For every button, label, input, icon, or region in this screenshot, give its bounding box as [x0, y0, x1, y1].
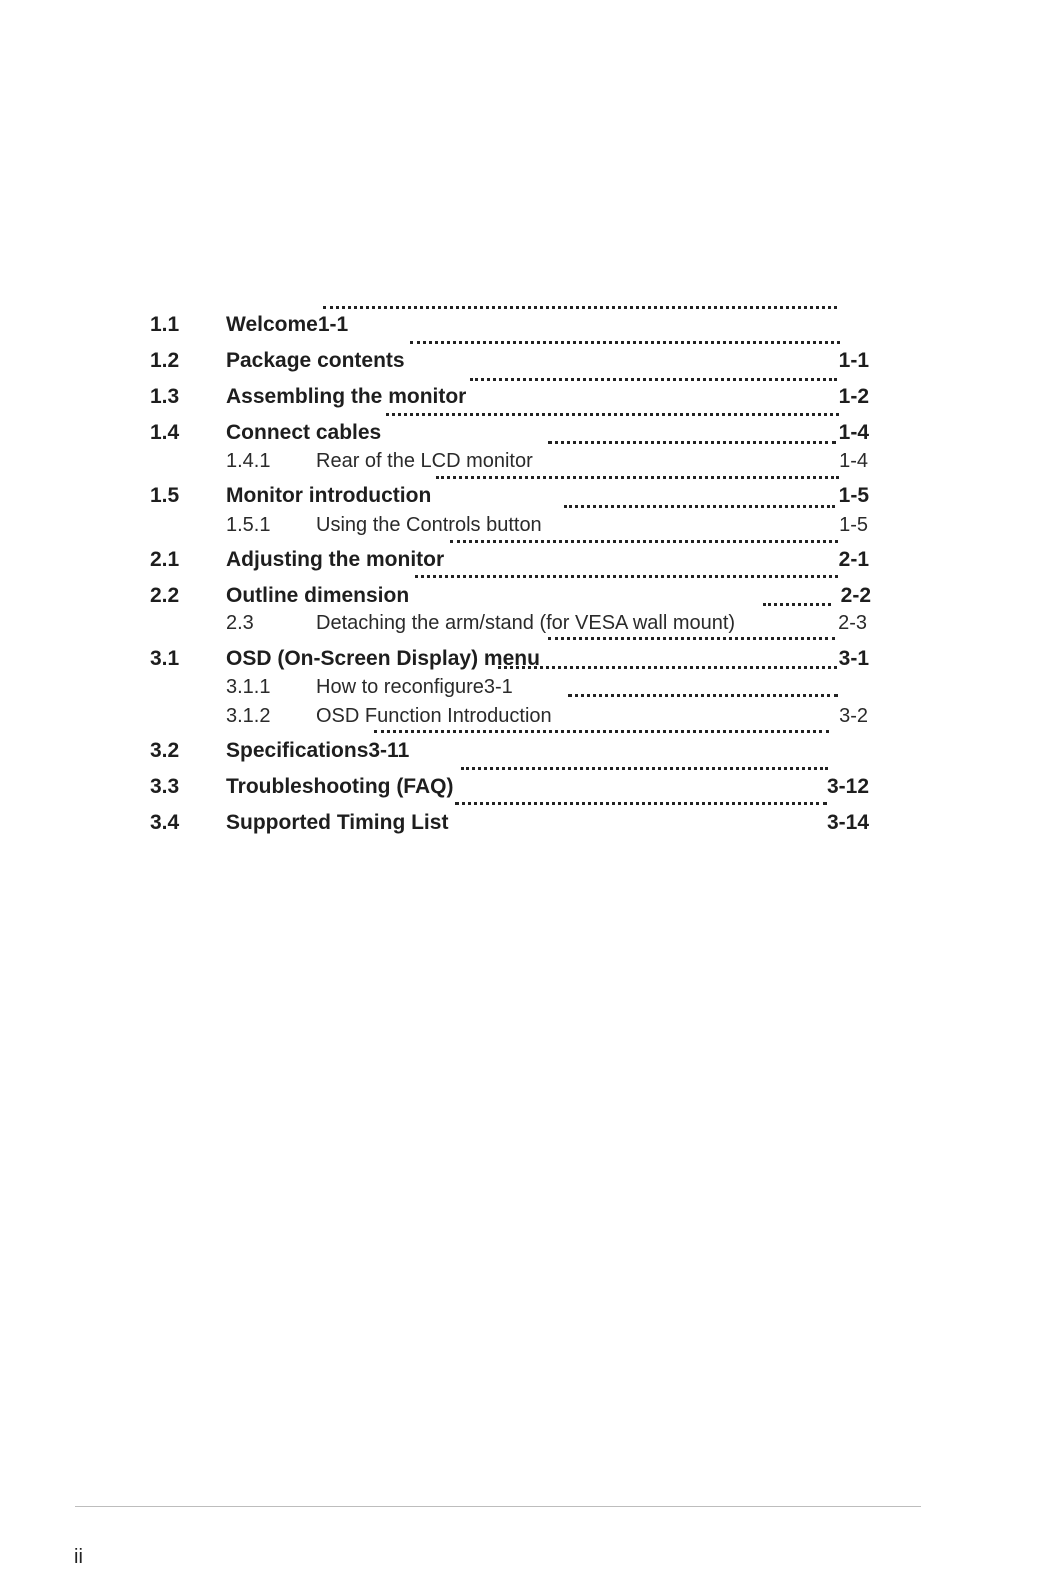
page-number: 1-5: [839, 514, 868, 536]
section-number: 3.4: [150, 811, 180, 834]
section-title: Specifications3-11: [226, 739, 410, 762]
toc-entry[interactable]: [0, 546, 1046, 574]
subsection-number: 2.3: [226, 612, 254, 634]
subsection-title: OSD Function Introduction: [316, 705, 552, 727]
dot-leader: [386, 413, 839, 416]
toc-subentry[interactable]: [0, 609, 1046, 637]
page-number: 2-1: [838, 548, 869, 571]
toc-entry[interactable]: [0, 737, 1046, 765]
dot-leader: [455, 802, 827, 805]
section-number: 1.3: [150, 385, 180, 408]
toc-entry[interactable]: [0, 311, 1046, 339]
section-title: OSD (On-Screen Display) menu: [226, 647, 540, 670]
dot-leader: [564, 505, 835, 508]
toc-entry[interactable]: [0, 809, 1046, 837]
toc-entry[interactable]: [0, 482, 1046, 510]
section-title: Troubleshooting (FAQ): [226, 775, 454, 798]
dot-leader: [450, 540, 838, 543]
page-number: 2-3: [838, 612, 867, 634]
toc-entry[interactable]: [0, 383, 1046, 411]
footer-divider: [75, 1506, 921, 1507]
toc-subentry[interactable]: [0, 447, 1046, 475]
section-number: 2.1: [150, 548, 180, 571]
subsection-title: Rear of the LCD monitor: [316, 450, 533, 472]
page-number: 3-2: [839, 705, 868, 727]
section-number: 2.2: [150, 584, 180, 607]
page-number: 1-1: [838, 349, 869, 372]
section-title: Connect cables: [226, 421, 382, 444]
subsection-title: How to reconfigure3-1: [316, 676, 513, 698]
dot-leader: [548, 637, 835, 640]
dot-leader: [323, 306, 837, 309]
toc-entry[interactable]: [0, 347, 1046, 375]
toc-entry[interactable]: [0, 645, 1046, 673]
section-title: Outline dimension: [226, 584, 410, 607]
section-title: Welcome1-1: [226, 313, 349, 336]
page-number: 1-5: [838, 484, 869, 507]
dot-leader: [470, 378, 837, 381]
footer-page-number: ii: [74, 1546, 83, 1568]
section-title: Package contents: [226, 349, 405, 372]
subsection-title: Using the Controls button: [316, 514, 542, 536]
toc-subentry[interactable]: [0, 511, 1046, 539]
dot-leader: [548, 441, 836, 444]
page-number: 2-2: [840, 584, 871, 607]
dot-leader: [763, 603, 831, 606]
section-title: Monitor introduction: [226, 484, 432, 507]
dot-leader: [415, 575, 838, 578]
subsection-number: 1.5.1: [226, 514, 271, 536]
toc-subentry[interactable]: [0, 673, 1046, 701]
subsection-number: 1.4.1: [226, 450, 271, 472]
section-number: 3.3: [150, 775, 180, 798]
toc-subentry[interactable]: [0, 702, 1046, 730]
section-number: 1.4: [150, 421, 180, 444]
section-title: Adjusting the monitor: [226, 548, 445, 571]
toc-entry[interactable]: [0, 582, 1046, 610]
page-number: 3-14: [826, 811, 869, 834]
page-number: 1-2: [838, 385, 869, 408]
subsection-number: 3.1.1: [226, 676, 271, 698]
section-number: 1.2: [150, 349, 180, 372]
dot-leader: [410, 341, 840, 344]
section-number: 1.5: [150, 484, 180, 507]
page-number: 1-4: [838, 421, 869, 444]
section-number: 3.1: [150, 647, 180, 670]
dot-leader: [461, 767, 828, 770]
page-number: 3-12: [826, 775, 869, 798]
section-number: 1.1: [150, 313, 180, 336]
toc-entry[interactable]: [0, 773, 1046, 801]
page-number: 1-4: [839, 450, 868, 472]
section-title: Assembling the monitor: [226, 385, 467, 408]
dot-leader: [436, 476, 839, 479]
toc-entry[interactable]: [0, 419, 1046, 447]
page-number: 3-1: [838, 647, 869, 670]
subsection-number: 3.1.2: [226, 705, 271, 727]
subsection-title: Detaching the arm/stand (for VESA wall mount): [316, 612, 736, 634]
dot-leader: [374, 730, 829, 733]
section-title: Supported Timing List: [226, 811, 449, 834]
section-number: 3.2: [150, 739, 180, 762]
